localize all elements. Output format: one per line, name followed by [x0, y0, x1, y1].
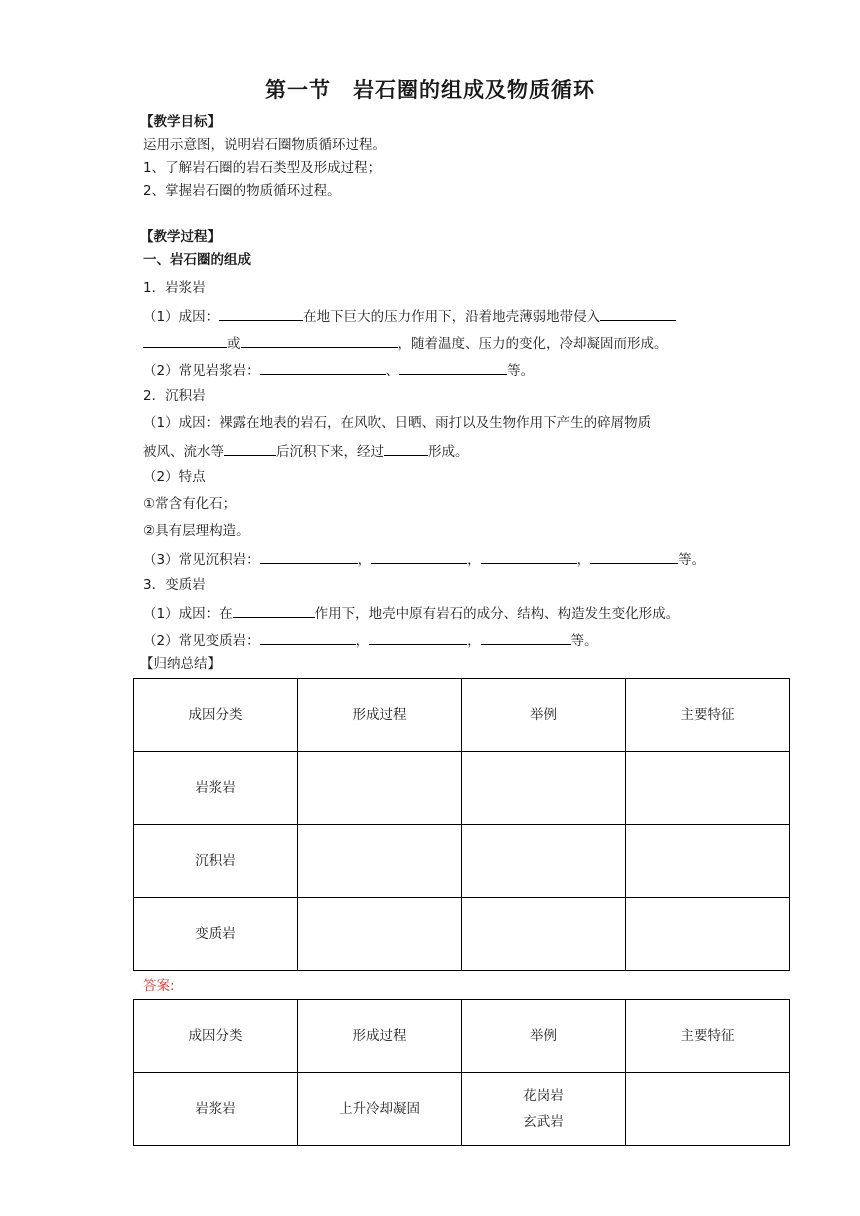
fill-blank[interactable]: [369, 629, 467, 645]
table-header-cell: 形成过程: [298, 679, 462, 752]
table-cell[interactable]: [626, 825, 790, 898]
fill-blank[interactable]: [260, 548, 358, 564]
table-cell: 上升冷却凝固: [298, 1073, 462, 1146]
summary-table: [133, 678, 790, 971]
example-item: 花岗岩: [523, 1088, 564, 1104]
label-text: （1）成因：: [143, 309, 220, 325]
label-text: （3）常见沉积岩：: [143, 552, 260, 568]
label-text: （1）成因：在: [143, 606, 233, 622]
fill-blank[interactable]: [241, 332, 398, 348]
summary-heading: 【归纳总结】: [140, 656, 221, 672]
sedimentary-heading: 2．沉积岩: [143, 388, 206, 404]
label-text: ，: [357, 552, 372, 568]
section-heading: 一、岩石圈的组成: [143, 252, 251, 268]
label-text: 等。: [570, 633, 598, 649]
table-row: [134, 898, 790, 971]
label-text: ，: [355, 633, 370, 649]
sedimentary-cause-line-2: [143, 440, 469, 462]
objective-line: 2、掌握岩石圈的物质循环过程。: [143, 183, 341, 199]
label-text: ，: [467, 633, 481, 649]
label-text: 、: [385, 363, 400, 379]
fill-blank[interactable]: [481, 629, 571, 645]
table-cell[interactable]: [298, 898, 462, 971]
table-cell[interactable]: [626, 752, 790, 825]
page-title: 第一节 岩石圈的组成及物质循环: [265, 78, 595, 102]
label-text: 形成。: [428, 444, 469, 460]
sedimentary-common-line: [143, 548, 705, 570]
answer-table: [133, 999, 790, 1146]
table-cell: 岩浆岩: [134, 752, 298, 825]
table-header-cell: 举例: [462, 1000, 626, 1073]
table-header-cell: 主要特征: [626, 679, 790, 752]
table-header-cell: 主要特征: [626, 1000, 790, 1073]
metamorphic-common-line: [143, 629, 598, 651]
table-row: [134, 752, 790, 825]
sedimentary-feature-heading: （2）特点: [143, 469, 206, 485]
objective-line: 1、了解岩石圈的岩石类型及形成过程；: [143, 160, 382, 176]
label-text: ，: [576, 552, 591, 568]
answer-label: 答案:: [143, 978, 175, 994]
table-row: [134, 825, 790, 898]
fill-blank[interactable]: [219, 305, 303, 321]
metamorphic-heading: 3．变质岩: [143, 577, 206, 593]
table-header-cell: 形成过程: [298, 1000, 462, 1073]
igneous-cause-line-2: [143, 332, 668, 354]
fill-blank[interactable]: [233, 602, 315, 618]
sedimentary-feature: ①常含有化石；: [143, 496, 237, 512]
igneous-heading: 1．岩浆岩: [143, 280, 206, 296]
table-header-cell: 成因分类: [134, 1000, 298, 1073]
table-cell: [626, 1073, 790, 1146]
fill-blank[interactable]: [590, 548, 678, 564]
label-text: （2）常见岩浆岩：: [143, 363, 260, 379]
igneous-cause-line-1: [143, 305, 676, 327]
label-text: 等。: [678, 552, 706, 568]
label-text: 被风、流水等: [143, 444, 224, 460]
table-cell[interactable]: [298, 825, 462, 898]
sedimentary-cause-line-1: （1）成因：裸露在地表的岩石，在风吹、日晒、雨打以及生物作用下产生的碎屑物质: [143, 415, 652, 431]
label-text: （2）常见变质岩：: [143, 633, 260, 649]
table-cell[interactable]: [462, 825, 626, 898]
table-header-cell: 成因分类: [134, 679, 298, 752]
igneous-common-line: [143, 359, 534, 381]
table-header-row: [134, 679, 790, 752]
table-cell[interactable]: [626, 898, 790, 971]
objectives-heading: 【教学目标】: [140, 114, 221, 130]
table-cell[interactable]: [298, 752, 462, 825]
fill-blank[interactable]: [371, 548, 467, 564]
fill-blank[interactable]: [600, 305, 676, 321]
table-cell: 岩浆岩: [134, 1073, 298, 1146]
table-cell: 变质岩: [134, 898, 298, 971]
fill-blank[interactable]: [260, 359, 386, 375]
label-text: 后沉积下来，经过: [276, 444, 384, 460]
table-header-cell: 举例: [462, 679, 626, 752]
example-item: 玄武岩: [523, 1114, 564, 1130]
label-text: 作用下，地壳中原有岩石的成分、结构、构造发生变化形成。: [314, 606, 680, 622]
label-text: 在地下巨大的压力作用下，沿着地壳薄弱地带侵入: [303, 309, 601, 325]
fill-blank[interactable]: [481, 548, 577, 564]
label-text: ，: [467, 552, 481, 568]
fill-blank[interactable]: [399, 359, 507, 375]
table-cell-examples: [462, 1073, 626, 1146]
label-text: ，随着温度、压力的变化，冷却凝固而形成。: [397, 336, 668, 352]
table-header-row: [134, 1000, 790, 1073]
table-row: [134, 1073, 790, 1146]
fill-blank[interactable]: [384, 440, 428, 456]
fill-blank[interactable]: [260, 629, 356, 645]
sedimentary-feature: ②具有层理构造。: [143, 523, 250, 539]
metamorphic-cause-line: [143, 602, 679, 624]
fill-blank[interactable]: [143, 332, 227, 348]
table-cell: 沉积岩: [134, 825, 298, 898]
objective-line: 运用示意图，说明岩石圈物质循环过程。: [143, 137, 386, 153]
process-heading: 【教学过程】: [140, 229, 221, 245]
fill-blank[interactable]: [224, 440, 276, 456]
table-cell[interactable]: [462, 898, 626, 971]
label-text: 或: [227, 336, 241, 352]
label-text: 等。: [507, 363, 535, 379]
table-cell[interactable]: [462, 752, 626, 825]
